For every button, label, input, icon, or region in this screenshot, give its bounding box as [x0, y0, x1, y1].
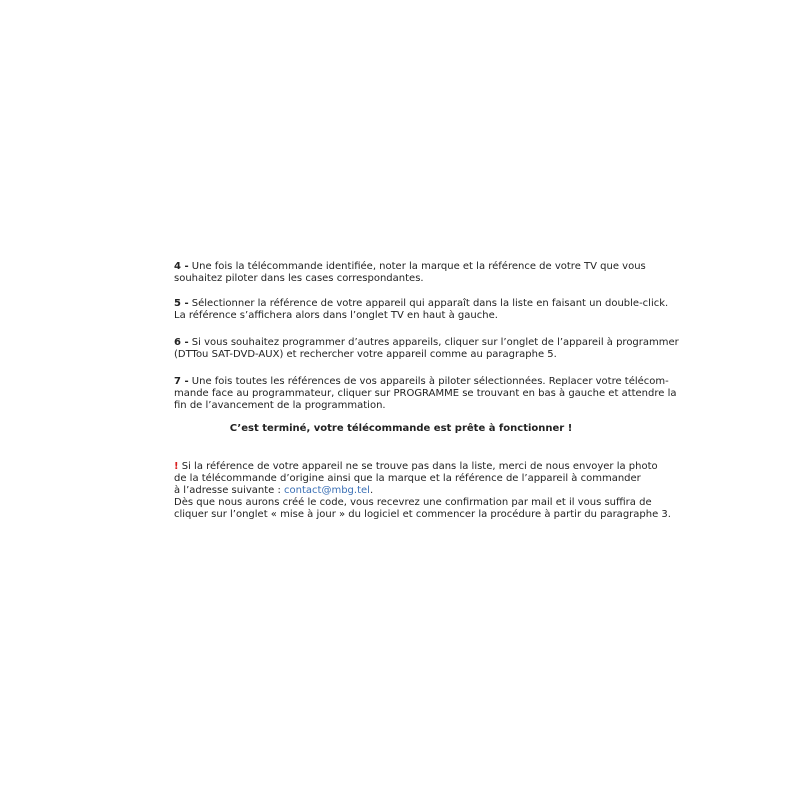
note-line-3	[174, 485, 628, 497]
warning-icon: !	[174, 461, 179, 472]
step-6-line-1	[174, 337, 679, 349]
note-text-1: Si la référence de votre appareil ne se trouve pas dans la liste, merci de nous envoyer la photo	[181, 461, 658, 472]
note-text-4: Dès que nous aurons créé le code, vous recevrez une confirmation par mail et il vous suffira de	[174, 497, 652, 508]
step-7-text-3: fin de l’avancement de la programmation.	[174, 400, 386, 411]
step-6-number: 6 -	[174, 337, 189, 348]
missing-reference-note	[174, 461, 671, 521]
step-6	[174, 337, 679, 361]
step-5-number: 5 -	[174, 298, 189, 309]
step-5-text-1: Sélectionner la référence de votre appareil qui apparaît dans la liste en faisant un double-click.	[191, 298, 669, 309]
step-4-line-1	[174, 261, 646, 273]
step-7-line-1	[174, 376, 669, 388]
step-4-number: 4 -	[174, 261, 189, 272]
note-text-2: de la télécommande d’origine ainsi que la marque et la référence de l’appareil à commander	[174, 473, 641, 484]
step-6-text-1: Si vous souhaitez programmer d’autres appareils, cliquer sur l’onglet de l’appareil à programmer	[191, 337, 679, 348]
step-7-text-1: Une fois toutes les références de vos appareils à piloter sélectionnées. Replacer votre télécom-	[191, 376, 669, 387]
final-message: C’est terminé, votre télécommande est prête à fonctionner !	[229, 423, 573, 434]
note-text-5: cliquer sur l’onglet « mise à jour » du logiciel et commencer la procédure à partir du paragraphe 3.	[174, 509, 671, 520]
step-7	[174, 376, 677, 412]
step-4	[174, 261, 646, 285]
step-5	[174, 298, 669, 322]
step-4-text-1: Une fois la télécommande identifiée, noter la marque et la référence de votre TV que vous	[191, 261, 646, 272]
note-text-3: à l’adresse suivante :	[174, 485, 285, 496]
step-5-text-2: La référence s’affichera alors dans l’onglet TV en haut à gauche.	[174, 310, 498, 321]
step-5-line-1	[174, 298, 669, 310]
note-line-1	[174, 461, 658, 473]
step-7-number: 7 -	[174, 376, 189, 387]
step-6-text-2: (DTTou SAT-DVD-AUX) et rechercher votre appareil comme au paragraphe 5.	[174, 349, 557, 360]
note-text-3-suffix: .	[369, 485, 374, 496]
step-4-text-2: souhaitez piloter dans les cases correspondantes.	[174, 273, 424, 284]
contact-email-link[interactable]: contact@mbg.tel	[284, 485, 370, 496]
step-7-text-2: mande face au programmateur, cliquer sur PROGRAMME se trouvant en bas à gauche et attendre la	[174, 388, 677, 399]
instructions-content	[174, 261, 679, 531]
